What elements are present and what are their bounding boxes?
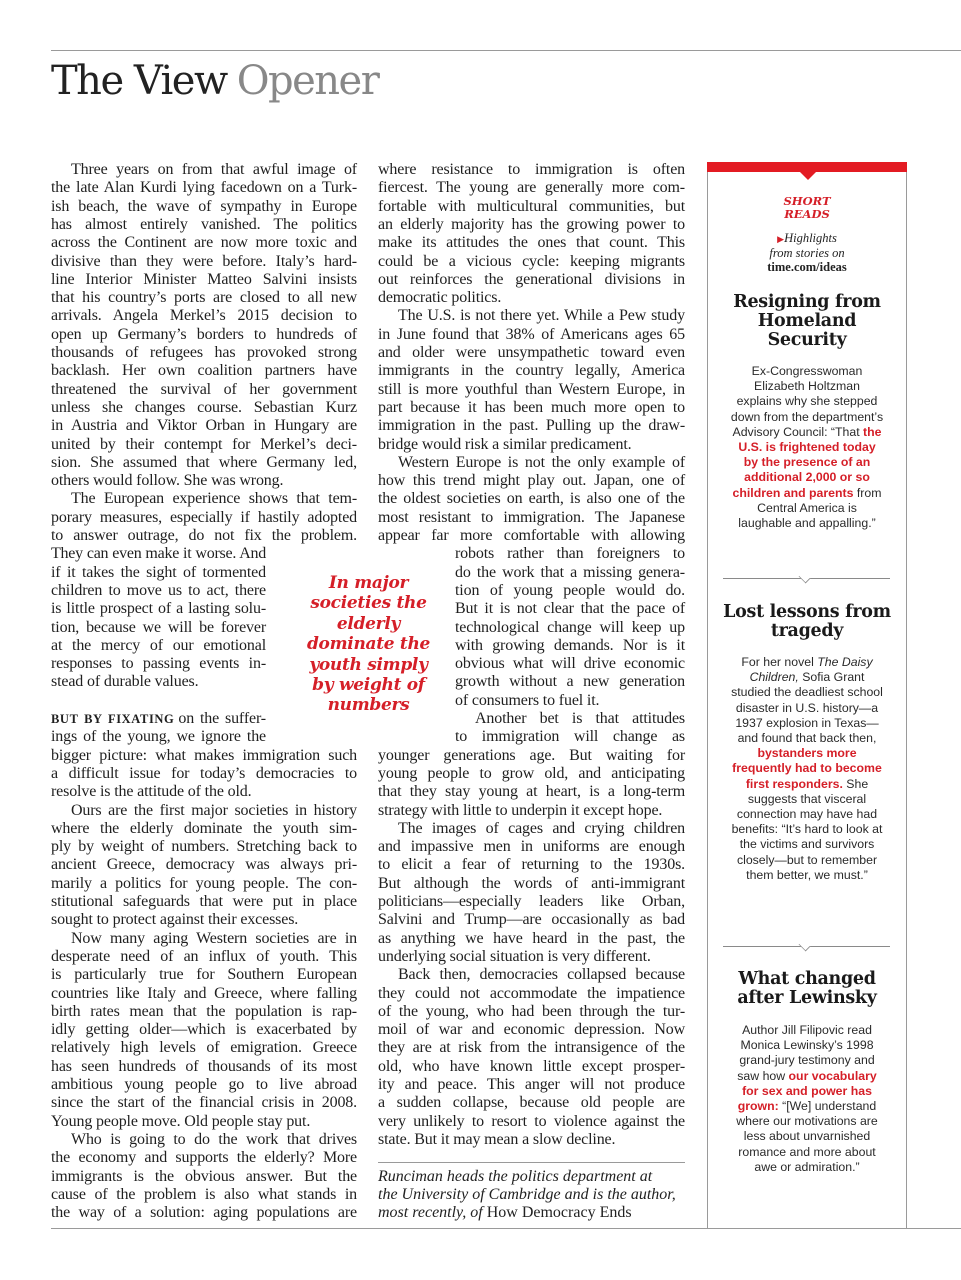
blurb-text: Ex-Congresswoman Elizabeth Holtzman explains why she stepped down from the department’s Advisory Council: “That xyxy=(730,364,884,439)
article-text-line: the late Alan Kurdi lying facedown on a Turk- xyxy=(51,179,357,197)
article-text-line: bigger picture: what makes immigration such xyxy=(51,746,357,764)
article-text-line: to answer outrage, do not fix the problem. xyxy=(51,527,357,544)
article-text-line: others would follow. She was wrong. xyxy=(51,472,284,490)
article-text-line: idly getting older—which is exacerbated by xyxy=(51,1021,357,1039)
triangle-right-icon: ▶ xyxy=(777,234,785,244)
article-text-line: sought to protect against their excesses. xyxy=(51,911,299,929)
page-header xyxy=(51,58,378,104)
article-text-line: has almost entirely vanished. The politics xyxy=(51,215,357,233)
article-text-line: They can even make it worse. And xyxy=(51,545,266,563)
article-text-line: do the work that a missing genera- xyxy=(455,563,685,581)
blurb-highlight: our vocabulary for sex and power has grown: xyxy=(737,1068,877,1114)
highlights-text: from stories on xyxy=(769,246,845,261)
article-text-line: of the young, who had been through the tur- xyxy=(378,1002,685,1020)
sidebar-divider xyxy=(723,946,890,947)
article-text-line: Back then, democracies collapsed because xyxy=(398,966,685,984)
article-text-line: But it is not clear that the pace of xyxy=(455,600,685,618)
article-text-line: since the start of the financial crisis in 2008. xyxy=(51,1094,357,1112)
subsection-title: Opener xyxy=(236,58,379,104)
article-text-line: ings of the young, we ignore the xyxy=(51,728,266,746)
article-text-line: porary measures, especially if hastily adopted xyxy=(51,508,357,526)
article-text-line: tion of young people would do. xyxy=(455,581,685,599)
byline-line: Runciman heads the politics department at xyxy=(378,1168,653,1185)
blurb-text: from Central America is laughable and appalling.” xyxy=(738,485,882,531)
article-text-line: old, who have known little except prosper- xyxy=(378,1057,685,1075)
book-title: The Daisy Children, xyxy=(749,655,873,685)
article-text-line: threatened the survival of her government xyxy=(51,380,357,398)
article-text-line: at the mercy of our emotional xyxy=(51,636,266,654)
article-text-line: Now many aging Western societies are in xyxy=(71,929,357,947)
article-text-line: make its attitudes the ones that count. This xyxy=(378,234,685,252)
article-text-line: line Interior Minister Matteo Salvini insists xyxy=(51,270,357,288)
article-text-line: the oldest societies on earth, is also one of the xyxy=(378,490,685,508)
article-text-line: birth rates mean that the population is rap- xyxy=(51,1002,357,1020)
blurb-highlight: the U.S. is frightened today by the presence of an additional 2,000 or so children and parents xyxy=(732,424,882,500)
article-text-line: out reinforces the generational divisions in xyxy=(378,270,685,288)
article-text-line: immigrants in the country legally, America xyxy=(378,362,685,380)
short-reads-sidebar xyxy=(707,162,907,1228)
article-text-line: divisive than they were before. Italy’s hard- xyxy=(51,252,357,270)
article-text-line: part because it has been much more open to xyxy=(378,398,685,416)
article-text-line: obvious what will drive economic xyxy=(455,655,685,673)
article-text-line: younger generations age. But waiting for xyxy=(378,746,685,764)
article-text-line: has seen hundreds of thousands of its most xyxy=(51,1057,357,1075)
sidebar-divider xyxy=(723,578,890,579)
article-text-line: how this trend might play out. Japan, one of xyxy=(378,472,685,490)
article-text-line: that his country’s ports are closed to all new xyxy=(51,289,357,307)
article-text: on the suffer- xyxy=(178,710,266,727)
byline-rule xyxy=(378,1162,685,1163)
article-text-line: if it takes the sight of tormented xyxy=(51,563,266,581)
article-text-line: The images of cages and crying children xyxy=(398,819,685,837)
article-text-line: unless she changes course. Sebastian Kurz xyxy=(51,398,357,416)
article-text-line: growth without a new generation xyxy=(455,673,685,691)
blurb-text: Author Jill Filipovic read Monica Lewinsky’s 1998 grand-jury testimony and saw how xyxy=(737,1023,875,1083)
article-text-line: Ours are the first major societies in history xyxy=(71,801,357,819)
article-text-line: still is more youthful than Western Europe, in xyxy=(378,380,685,398)
ideas-link[interactable]: time.com/ideas xyxy=(767,260,847,275)
article-text-line: an elderly majority has the growing power to xyxy=(378,215,685,233)
article-text-line: sion. She assumed that where Germany led, xyxy=(51,453,357,471)
article-text-line: and impassive men in uniforms are enough xyxy=(378,838,685,856)
article-text-line: immigration in the past. Pulling up the draw- xyxy=(378,417,685,435)
article-text-line: backlash. Her own coalition partners have xyxy=(51,362,357,380)
article-text-line: a sudden collapse, because old people are xyxy=(378,1094,685,1112)
article-text-line: across the Continent are now more toxic and xyxy=(51,234,357,252)
highlights-text: Highlights xyxy=(784,231,837,245)
article-text-line: is little prospect of a lasting solu- xyxy=(51,600,266,618)
sidebar-accent-bar xyxy=(707,162,907,172)
article-text-line: Young people move. Old people stay put. xyxy=(51,1112,311,1130)
article-text-line: countries like Italy and Greece, where falling xyxy=(51,984,357,1002)
section-lead-in: BUT BY FIXATING xyxy=(51,712,175,726)
article-text-line: young people to grow old, and anticipating xyxy=(378,764,685,782)
article-text-line: open up Germany’s borders to hundreds of xyxy=(51,325,357,343)
short-read-blurb xyxy=(730,1023,884,1175)
article-text-line: desperate need of an influx of youth. This xyxy=(51,947,357,965)
pull-quote: In major societies the elderly dominate the youth simply by weight of numbers xyxy=(306,573,431,716)
book-title: How Democracy Ends xyxy=(486,1204,632,1221)
byline-text: most recently, of xyxy=(378,1204,483,1221)
article-text-line: The European experience shows that tem- xyxy=(71,490,357,508)
top-rule xyxy=(51,50,961,51)
short-read-title[interactable]: Resigning from Homeland Security xyxy=(733,292,881,351)
article-text-line: tion, because we will be forever xyxy=(51,618,266,636)
article-text-line: children to move us to act, there xyxy=(51,581,266,599)
article-text-line: cause of the problem is also what stands in xyxy=(51,1185,357,1203)
article-text-line: to elicit a fear of returning to the 1930s. xyxy=(378,856,685,874)
blurb-highlight: bystanders more frequently had to become first responders. xyxy=(732,746,882,791)
article-text-line: ambitious young people go to live abroad xyxy=(51,1076,357,1093)
article-text-line: marily a politics for young people. The con- xyxy=(51,874,357,892)
article-text-line xyxy=(51,710,266,728)
sidebar-highlights xyxy=(708,231,906,275)
article-text-line: could be a vicious cycle: keeping migrants xyxy=(378,252,685,270)
article-text-line: fiercest. The young are generally more com- xyxy=(378,179,685,197)
short-read-title[interactable]: Lost lessons from tragedy xyxy=(723,602,891,642)
sidebar-label-text: SHORT READS xyxy=(783,194,831,221)
article-text-line: of consumers to fuel it. xyxy=(455,691,600,709)
byline-line xyxy=(378,1204,632,1222)
article-text-line: But although the words of anti-immigrant xyxy=(378,874,685,892)
blurb-text: For her novel xyxy=(741,655,818,669)
article-text-line: stitutional safeguards that were put in place xyxy=(51,893,357,910)
article-text-line: a difficult issue for today’s democracies to xyxy=(51,764,357,782)
article-text-line: Who is going to do the work that drives xyxy=(71,1130,357,1148)
article-text-line: Another bet is that attitudes xyxy=(475,710,685,727)
article-text-line: technological change will keep up xyxy=(455,618,685,636)
article-text-line: most resistant to immigration. The Japanese xyxy=(378,508,685,526)
article-text-line: in Austria and Viktor Orban in Hungary are xyxy=(51,417,357,435)
article-text-line: relatively high levels of emigration. Greece xyxy=(51,1039,357,1057)
article-text-line: ity and peace. This anger will not produce xyxy=(378,1076,685,1093)
sidebar-label xyxy=(708,195,906,220)
article-text-line: thousands of refugees has provoked strong xyxy=(51,344,357,361)
article-text-line: Western Europe is not the only example of xyxy=(398,453,685,471)
blurb-text: Sofia Grant studied the deadliest school disaster in U.S. history—a 1937 explosion in Texas—and found that back then, xyxy=(731,670,883,746)
article-text-line: politicians—especially leaders like Orban, xyxy=(378,893,685,910)
article-text-line: where the elderly dominate the youth sim- xyxy=(51,819,357,837)
article-text-line: and older were unsympathetic toward even xyxy=(378,344,685,361)
article-text-line: they could not accommodate the impatience xyxy=(378,984,685,1002)
article-text-line: The U.S. is not there yet. While a Pew study xyxy=(398,307,685,325)
byline-line: the University of Cambridge and is the author, xyxy=(378,1186,676,1203)
article-text-line: very unlikely to resort to violence against the xyxy=(378,1112,685,1130)
article-text-line: with growing demands. Nor is it xyxy=(455,636,685,654)
short-read-blurb xyxy=(730,364,884,531)
short-read-blurb xyxy=(730,655,884,883)
article-text-line: moil of war and economic depression. Now xyxy=(378,1021,685,1039)
sidebar-notch xyxy=(800,172,816,180)
article-text-line: underlying social situation is very different. xyxy=(378,947,651,965)
article-text-line: bridge would risk a similar predicament. xyxy=(378,435,632,453)
article-text-line: the economy and supports the elderly? More xyxy=(51,1149,357,1167)
short-read-title[interactable]: What changed after Lewinsky xyxy=(737,969,877,1009)
article-text-line: appear far more comfortable with allowing xyxy=(378,527,685,544)
article-text-line: Three years on from that awful image of xyxy=(71,161,357,178)
article-text-line: Salvini and Trump—are occasionally as bad xyxy=(378,911,685,929)
article-text-line: strategy with little to underpin it except hope. xyxy=(378,801,663,819)
article-text-line: to immigration will change as xyxy=(455,728,685,746)
article-text-line: state. But it may mean a slow decline. xyxy=(378,1130,616,1148)
article-text-line: ish beach, the wave of sympathy in Europe xyxy=(51,197,357,215)
article-text-line: immigrants is the obvious answer. But the xyxy=(51,1167,357,1185)
article-text-line: is particularly true for Southern European xyxy=(51,966,357,984)
article-text-line: the way of a solution: aging populations are xyxy=(51,1204,357,1222)
blurb-text: She suggests that visceral connection may have had benefits: “It’s hard to look at the victims and survivors closely—but to remember them better, we must.” xyxy=(731,776,883,882)
article-text-line: stead of durable values. xyxy=(51,673,199,691)
article-text-line: that they stay young at heart, is a long-term xyxy=(378,783,685,801)
article-text-line: arrivals. Angela Merkel’s 2015 decision to xyxy=(51,307,357,325)
article-text-line: democratic politics. xyxy=(378,289,502,307)
article-text-line: ancient Greece, democracy was always pri- xyxy=(51,856,357,874)
article-text-line: they are at risk from the intransigence of the xyxy=(378,1039,685,1057)
article-text-line: fortable with multicultural communities, but xyxy=(378,197,685,215)
section-title: The View xyxy=(51,58,227,104)
blurb-text: “[We] understand where our motivations are less about unvarnished romance and more about awe or admiration.” xyxy=(736,1099,878,1174)
article-text-line: where resistance to immigration is often xyxy=(378,161,685,178)
article-text-line: in June found that 38% of Americans ages 65 xyxy=(378,325,685,343)
article-text-line: ply by weight of numbers. Stretching back to xyxy=(51,838,357,856)
bottom-rule xyxy=(51,1228,961,1229)
article-text-line: responses to passing events in- xyxy=(51,655,266,673)
article-text-line: united by their contempt for Merkel’s deci- xyxy=(51,435,357,453)
article-text-line: as anything we have heard in the past, the xyxy=(378,929,685,947)
article-text-line: resolve is the attitude of the old. xyxy=(51,783,252,801)
article-text-line: robots rather than foreigners to xyxy=(455,545,685,563)
